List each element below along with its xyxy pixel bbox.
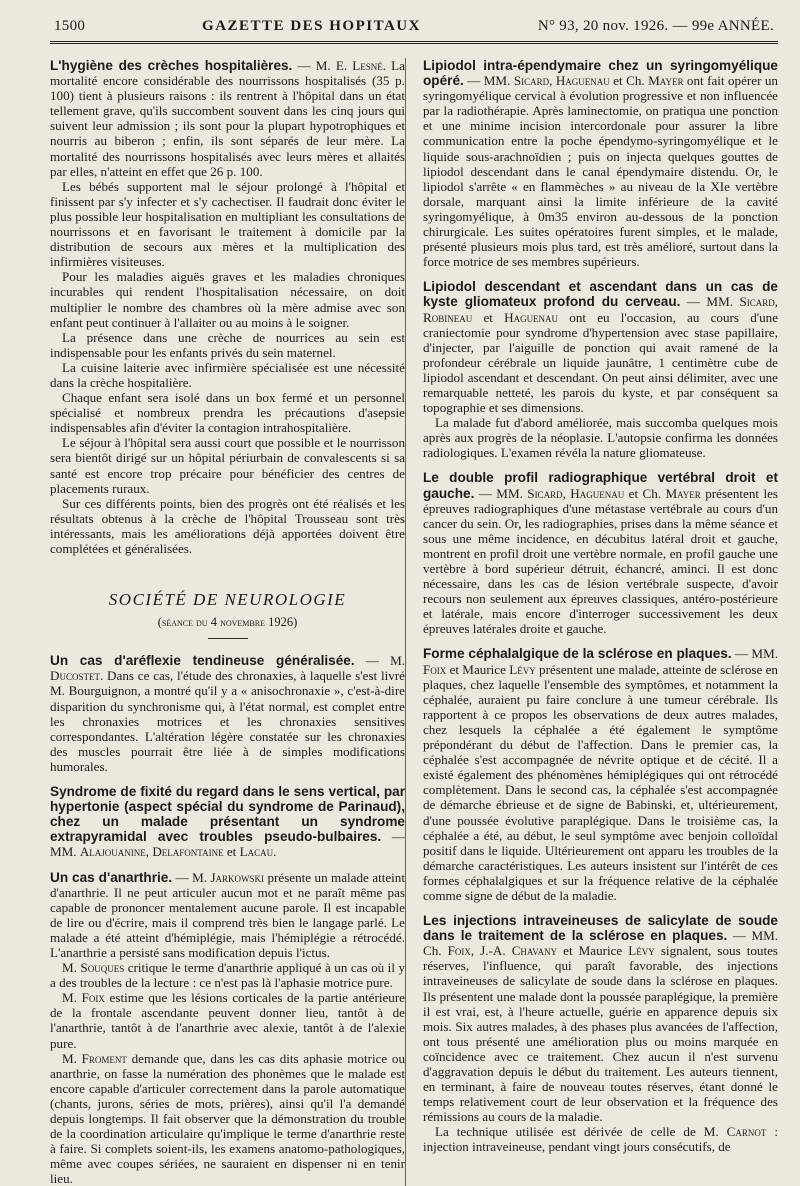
paragraph: La malade fut d'abord améliorée, mais succomba quelques mois après aux progrès de la néoplasie. L'autopsie confirma les données radiologiques. L'examen révéla la nature gliomateuse. (423, 415, 778, 461)
paragraph: Le séjour à l'hôpital sera aussi court que possible et le nourrisson sera bientôt dirigé sur un hôpital périurbain de convalescents si sa santé est encore trop précaire pour bénéficier des centres de placements ruraux. (50, 435, 405, 496)
paragraph: Les bébés supportent mal le séjour prolongé à l'hôpital et finissent par s'y infecter et s'y cachectiser. Il faudrait donc éviter le plus possible leur hospitalisation en multipliant les consultations de nourrissons et en favorisant le traitement à domicile par la distribution de secours aux mères et la multiplication des infirmières visiteuses. (50, 178, 405, 270)
paragraph: M. Froment demande que, dans les cas dits aphasie motrice ou anarthrie, on fasse la numération des phonèmes que le malade est encore capable d'articuler correctement dans la parole automatique (chants, jurons, séries de mots, prières), ainsi qu'il l'a demandé depuis longtemps. Il fait observer que la démonstration du trouble de la coordination articulaire qu'implique le terme d'anarthrie reste à faire. Si complets soient-ils, les examens anatomo-pathologiques, même avec coupes sériées, ne sauraient en dispenser ni en tenir lieu. (50, 1050, 405, 1186)
page-number: 1500 (54, 18, 86, 34)
article-creches: L'hygiène des crèches hospitalières. — M. E. Lesné. La mortalité encore considérable des nourrissons hospitalisés (35 p. 100) tient à plusieurs raisons : ils rentrent à l'hôpital dans un état tellement grave, qu'ils succombent souvent dans les cinq jours qui suivent leur admission ; ils sont pour la plupart hypotrophiques et nourris au biberon ; enfin, ils sont séparés de leur mère. La mortalité des nourrissons hospitalisés avec leurs mères et allaités par elles, n'atteint en effet que 26 p. 100. (50, 58, 405, 179)
article-areflexie: Un cas d'aréflexie tendineuse généralisée. — M. Ducostet. Dans ce cas, l'étude des chronaxies, à laquelle s'est livré M. Bourguignon, a montré qu'il y a « anisochronaxie », c'est-à-dire disparition du synchronisme qui, à l'état normal, est complet entre les chronaxies motrices et les chronaxies sensitives correspondantes. L'altération légère constatée sur les chronaxies des muscles pourrait être liée à de simples modifications humorales. (50, 653, 405, 774)
paragraph: Pour les maladies aiguës graves et les maladies chroniques incurables qui rendent l'hospitalisation nécessaire, on doit multiplier le nombre des chambres où la mère admise avec son enfant peut continuer à l'allaiter ou au moins à le soigner. (50, 269, 405, 330)
paragraph: M. Foix estime que les lésions corticales de la partie antérieure de la frontale ascendante peuvent donner lieu, tantôt à de l'anarthrie, tantôt à de l'anarthrie avec alexie, tantôt à de l'alexie pure. (50, 990, 405, 1051)
article-columns (50, 58, 778, 1186)
article-fixite: Syndrome de fixité du regard dans le sens vertical, par hypertonie (aspect spécial du syndrome de Parinaud), chez un malade présentant un syndrome extrapyramidal avec troubles pseudo-bulbaires. — MM. Alajouanine, Delafontaine et Lacau. (50, 784, 405, 860)
author-lesne: Lesné (352, 58, 383, 73)
paragraph: M. Souques critique le terme d'anarthrie appliqué à un cas où il y a des troubles de la lecture : ce n'est pas là l'aphasie motrice pure. (50, 960, 405, 991)
headline-areflexie: Un cas d'aréflexie tendineuse généralisée. (50, 653, 355, 669)
article-cephalalgique: Forme céphalalgique de la sclérose en plaques. — MM. Foix et Maurice Lévy présentent une malade, atteinte de sclérose en plaques, chez laquelle l'ensemble des symptômes, et notamment la céphalée, auraient pu faire conclure à une tumeur cérébrale. Ils rapportent à ce propos les observations de deux autres malades, chez lesquels la céphalée a été également le symptôme prépondérant du début de l'affection. Dans le premier cas, la céphalée s'est accompagnée de névrite optique et de cécité. Il a existé également des phénomènes hémiplégiques qui ont rétrocédé complètement. Dans le second cas, la céphalée s'est accompagnée de démarche ébrieuse et de signe de Babinski, et, ultérieurement, d'une poussée évolutive paraplégique. Dans le troisième cas, la céphalée a été, au début, le seul symptôme avec benjoin colloïdal positif dans le liquide. Ultérieurement ont apparu les troubles de la démarche caractéristiques. Les auteurs insistent sur l'intérêt de ces formes céphalalgiques et sur la fréquence relative de la céphalée comme signe de début de la maladie. (423, 646, 778, 903)
article-double-profil: Le double profil radiographique vertébral droit et gauche. — MM. Sicard, Haguenau et Ch. Mayer présentent les épreuves radiographiques d'une métastase vertébrale au cours d'un cancer du sein. Or, les radiographies, prises dans la même séance et sous une même incidence, en décubitus latéral droit et gauche, montrent en profil droit une vertèbre normale, en profil gauche une vertèbre à bord supérieur détruit, échancré, aminci. Il est donc nécessaire, dans les cas de lésion vertébrale suspecte, d'avoir recours non seulement aux épreuves classiques, antéro-postérieure et latérale, mais encore d'interroger successivement les deux épreuves latérales droite et gauche. (423, 470, 778, 637)
paragraph: Sur ces différents points, bien des progrès ont été réalisés et les résultats obtenus à la crèche de l'hôpital Trousseau sont très intéressants, mais les améliorations déjà apportées doivent être complétées et généralisées. (50, 495, 405, 556)
left-column (50, 58, 405, 1186)
paragraph: La technique utilisée est dérivée de celle de M. Carnot : injection intraveineuse, pendant vingt jours consécutifs, de (423, 1124, 778, 1155)
article-lipiodol-kyste: Lipiodol descendant et ascendant dans un cas de kyste gliomateux profond du cerveau. — MM. Sicard, Robineau et Haguenau ont eu l'occasion, au cours d'une craniectomie pour syndrome d'hypertension avec stase papillaire, d'injecter, par l'aiguille de ponction qui avait ramené de la profondeur cérébrale un liquide jaunâtre, 1 centimètre cube de lipiodol ascendant et descendant. On peut ainsi délimiter, avec une remarquable netteté, les parois du kyste, et par conséquent sa topographie et ses dimensions. (423, 279, 779, 416)
section-session: (séance du 4 novembre 1926) (157, 615, 298, 630)
section-title: SOCIÉTÉ DE NEUROLOGIE (108, 590, 347, 610)
paragraph: Chaque enfant sera isolé dans un box fermé et un personnel spécialisé et nombreux prendra les précautions d'asepsie indispensables afin d'éviter la contagion intrahospitalière. (50, 390, 405, 436)
paragraph: La cuisine laiterie avec infirmière spécialisée est une nécessité dans la crèche hospitalière. (50, 359, 405, 390)
headline-creches: L'hygiène des crèches hospitalières. (50, 58, 293, 73)
section-divider (208, 638, 248, 639)
issue-info: N° 93, 20 nov. 1926. — 99e ANNÉE. (537, 18, 774, 34)
headline-fixite: Syndrome de fixité du regard dans le sens vertical, par hypertonie (aspect spécial du syndrome de Parinaud), chez un malade présentant un syndrome extrapyramidal avec troubles pseudo-bulbaires. (50, 784, 405, 845)
article-lipiodol-syringomyelie: Lipiodol intra-épendymaire chez un syringomyélique opéré. — MM. Sicard, Haguenau et Ch. Mayer ont fait opérer un syringomyélique cervical à évolution progressive et non influencée par la radiothérapie. Après laminectomie, on pratiqua une ponction et une minime incision intercordonale pour assurer la libre communication entre la poche épendymo-syringomyélique et le liquide sous-arachnoïdien ; puis on injecta quelques gouttes de lipiodol descendant dans le canal épendymaire distendu. Or, le lipiodol s'arrête « en flammèches » au niveau de la XIe vertèbre dorsale, marquant ainsi la limite inférieure de la cavité syringomyélique, à 0m35 environ au-dessous de la ponction chirurgicale. Les suites opératoires furent simples, et le malade, présenté plusieurs mois plus tard, est très amélioré, surtout dans la force motrice de ses membres supérieurs. (423, 58, 778, 270)
article-anarthrie: Un cas d'anarthrie. — M. Jarkowski présente un malade atteint d'anarthrie. Il ne peut articuler aucun mot et ne paraît même pas capable de prononcer mentalement aucune parole. Il est incapable de lire ou d'écrire, mais il comprend très bien le langage parlé. Le malade a été atteint d'hémiplégie, mais l'hémiplégie a rétrocédé. L'anarthrie a persisté sans modification depuis l'ictus. (50, 869, 405, 960)
headline-anarthrie: Un cas d'anarthrie. (50, 869, 173, 885)
page-header (50, 18, 778, 44)
paragraph: La présence dans une crèche de nourrices au sein est indispensable pour les enfants privés du sein maternel. (50, 329, 405, 360)
journal-title: GAZETTE DES HOPITAUX (202, 18, 421, 34)
article-salicylate: Les injections intraveineuses de salicylate de soude dans le traitement de la sclérose en plaques. — MM. Ch. Foix, J.-A. Chavany et Maurice Lévy signalent, sous toutes réserves, l'influence, qui paraît favorable, des injections intraveineuses de salicylate de soude dans la sclérose en plaques. Ils présentent une malade dont la poussée paraplégique, la première il est vrai, est, à l'heure actuelle, guérie en apparence depuis six mois. Six autres malades, à des phases plus avancées de l'affection, ont tous présenté une amélioration plus ou moins marquée en coïncidence avec ce traitement. Chez aucun il n'est survenu d'aggravation depuis le début du traitement. Les auteurs tiennent, en terminant, à faire de nouveau toutes réserves, étant donné le temps relativement court de leur observation et la fréquence des rémissions au cours de la maladie. (423, 913, 779, 1125)
right-column (423, 58, 778, 1186)
